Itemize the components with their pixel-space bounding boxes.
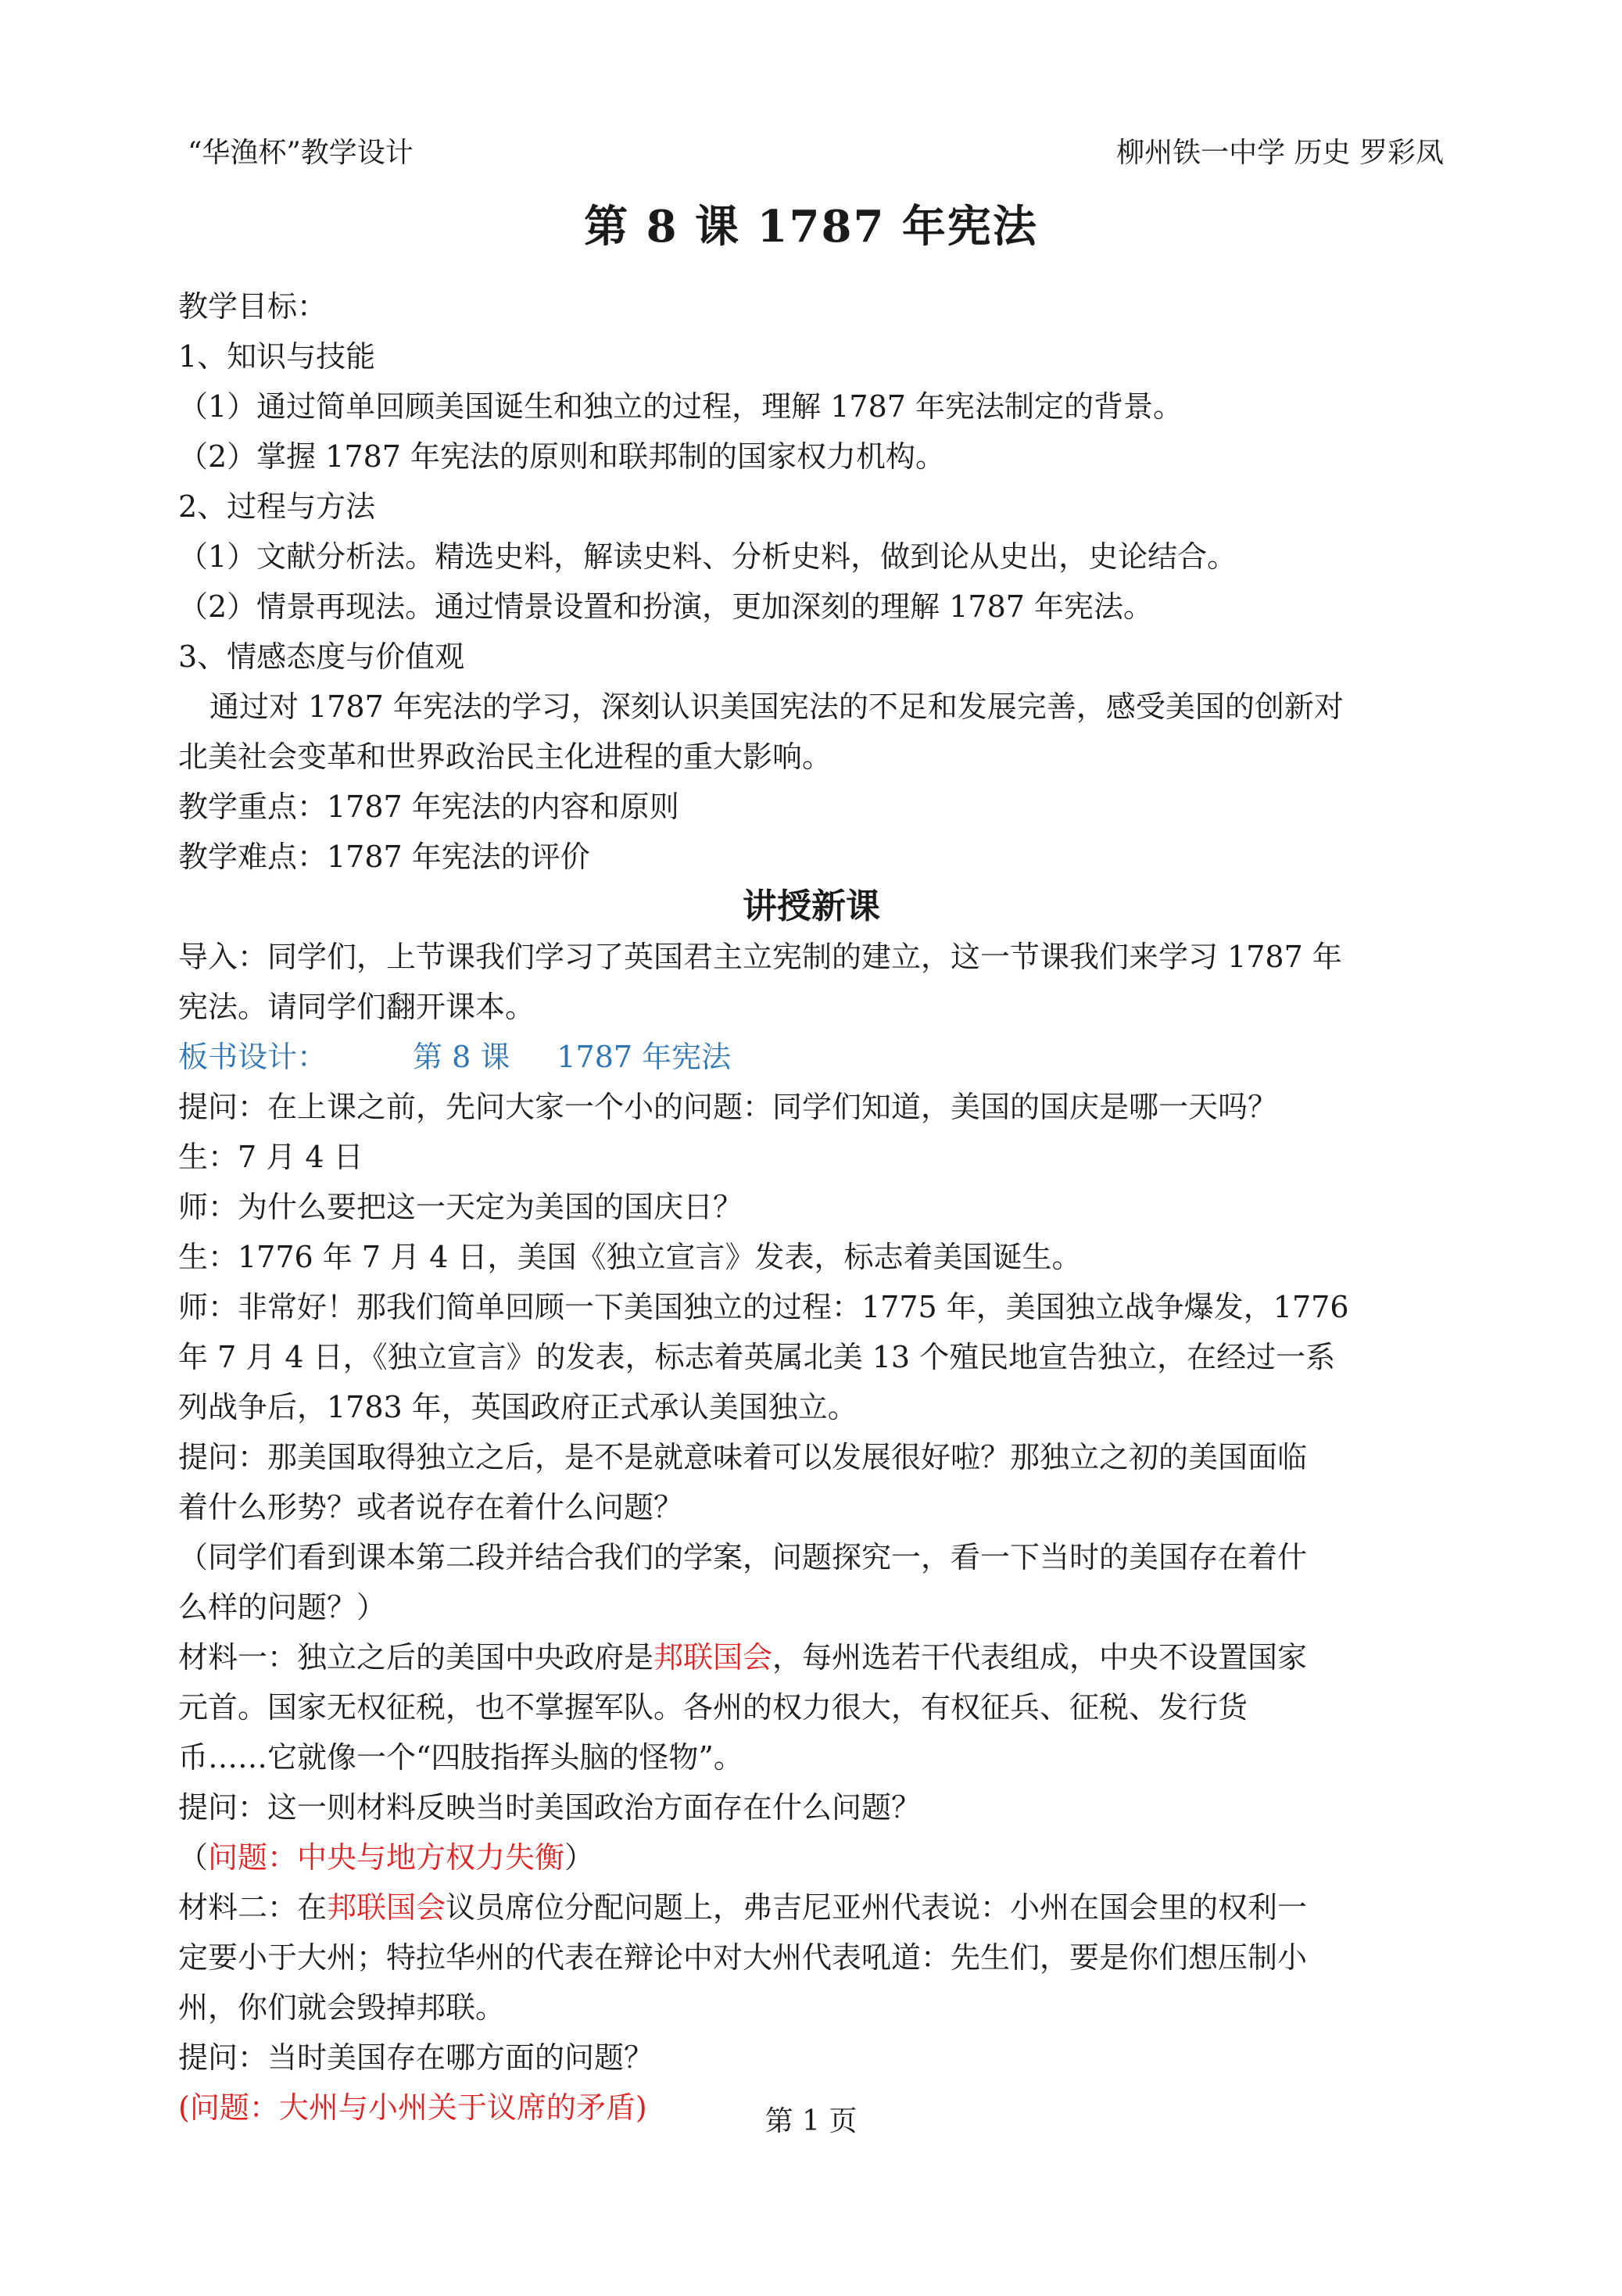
knowledge-title: 1、知识与技能 [178, 339, 376, 374]
page-number: 第 1 页 [764, 2105, 858, 2137]
section-title: 讲授新课 [743, 887, 880, 926]
difficulty: 教学难点：1787 年宪法的评价 [178, 840, 590, 874]
header-right: 柳州铁一中学 历史 罗彩凤 [1116, 137, 1444, 169]
emotion-title: 3、情感态度与价值观 [178, 639, 465, 674]
question-4: 提问：当时美国存在哪方面的问题？ [178, 2040, 654, 2075]
question-2a: 提问：那美国取得独立之后，是不是就意味着可以发展很好啦？那独立之初的美国面临 [178, 1440, 1308, 1474]
student-answer-1: 生：7 月 4 日 [178, 1140, 363, 1174]
answer-3-text: 问题：中央与地方权力失衡 [208, 1840, 565, 1875]
material-2a [178, 1882, 1445, 1932]
teacher-line-1: 师：为什么要把这一天定为美国的国庆日？ [178, 1190, 743, 1224]
question-1: 提问：在上课之前，先问大家一个小的问题：同学们知道，美国的国庆是哪一天吗？ [178, 1090, 1278, 1124]
teacher-line-2c: 列战争后，1783 年，英国政府正式承认美国独立。 [178, 1390, 858, 1424]
intro-line-1: 导入：同学们，上节课我们学习了英国君主立宪制的建立，这一节课我们来学习 1787 年 [178, 940, 1342, 974]
material-1-post: ，每州选若干代表组成，中央不设置国家 [772, 1640, 1308, 1675]
answer-3 [178, 1832, 1445, 1882]
board-topic: 1787 年宪法 [557, 1040, 732, 1074]
key-point: 教学重点：1787 年宪法的内容和原则 [178, 790, 679, 824]
note-1a: （同学们看到课本第二段并结合我们的学案，问题探究一，看一下当时的美国存在着什 [178, 1540, 1308, 1574]
knowledge-item-1: （1）通过简单回顾美国诞生和独立的过程，理解 1787 年宪法制定的背景。 [178, 389, 1183, 424]
process-title: 2、过程与方法 [178, 489, 376, 524]
material-2-highlight: 邦联国会 [327, 1890, 446, 1925]
document-body [178, 281, 1445, 2133]
student-answer-2: 生：1776 年 7 月 4 日，美国《独立宣言》发表，标志着美国诞生。 [178, 1240, 1082, 1274]
material-1-highlight: 邦联国会 [653, 1640, 773, 1675]
material-1b: 元首。国家无权征税，也不掌握军队。各州的权力很大，有权征兵、征税、发行货 [178, 1690, 1248, 1725]
emotion-text-1: 通过对 1787 年宪法的学习，深刻认识美国宪法的不足和发展完善，感受美国的创新对 [209, 690, 1344, 724]
note-1b: 么样的问题？） [178, 1590, 387, 1624]
process-item-2: （2）情景再现法。通过情景设置和扮演，更加深刻的理解 1787 年宪法。 [178, 589, 1154, 624]
answer-3-open: （ [178, 1840, 209, 1875]
objectives-heading: 教学目标： [178, 289, 328, 324]
material-1c: 币……它就像一个“四肢指挥头脑的怪物”。 [178, 1740, 743, 1775]
answer-4: (问题：大州与小州关于议席的矛盾) [178, 2090, 647, 2125]
question-3: 提问：这一则材料反映当时美国政治方面存在什么问题？ [178, 1790, 922, 1825]
material-1-pre: 材料一：独立之后的美国中央政府是 [178, 1640, 654, 1675]
board-design [178, 1032, 1445, 1082]
lesson-title: 第 8 课 1787 年宪法 [584, 201, 1038, 253]
material-2b: 定要小于大州；特拉华州的代表在辩论中对大州代表吼道：先生们，要是你们想压制小 [178, 1940, 1308, 1975]
material-2c: 州，你们就会毁掉邦联。 [178, 1990, 506, 2025]
answer-3-close: ） [564, 1840, 595, 1875]
teacher-line-2a: 师：非常好！那我们简单回顾一下美国独立的过程：1775 年，美国独立战争爆发，1776 [178, 1290, 1349, 1324]
material-2-pre: 材料二：在 [178, 1890, 328, 1925]
question-2b: 着什么形势？或者说存在着什么问题？ [178, 1490, 684, 1524]
knowledge-item-2: （2）掌握 1787 年宪法的原则和联邦制的国家权力机构。 [178, 439, 946, 474]
material-2-post: 议员席位分配问题上，弗吉尼亚州代表说：小州在国会里的权利一 [446, 1890, 1308, 1925]
board-lesson: 第 8 课 [413, 1040, 510, 1074]
board-label: 板书设计： [178, 1040, 328, 1074]
header-left: “华渔杯”教学设计 [188, 137, 414, 169]
emotion-text-2: 北美社会变革和世界政治民主化进程的重大影响。 [178, 740, 832, 774]
teacher-line-2b: 年 7 月 4 日，《独立宣言》的发表，标志着英属北美 13 个殖民地宣告独立，在经过一系 [178, 1340, 1336, 1374]
intro-line-2: 宪法。请同学们翻开课本。 [178, 990, 535, 1024]
material-1a [178, 1632, 1445, 1682]
process-item-1: （1）文献分析法。精选史料，解读史料、分析史料，做到论从史出，史论结合。 [178, 539, 1237, 574]
